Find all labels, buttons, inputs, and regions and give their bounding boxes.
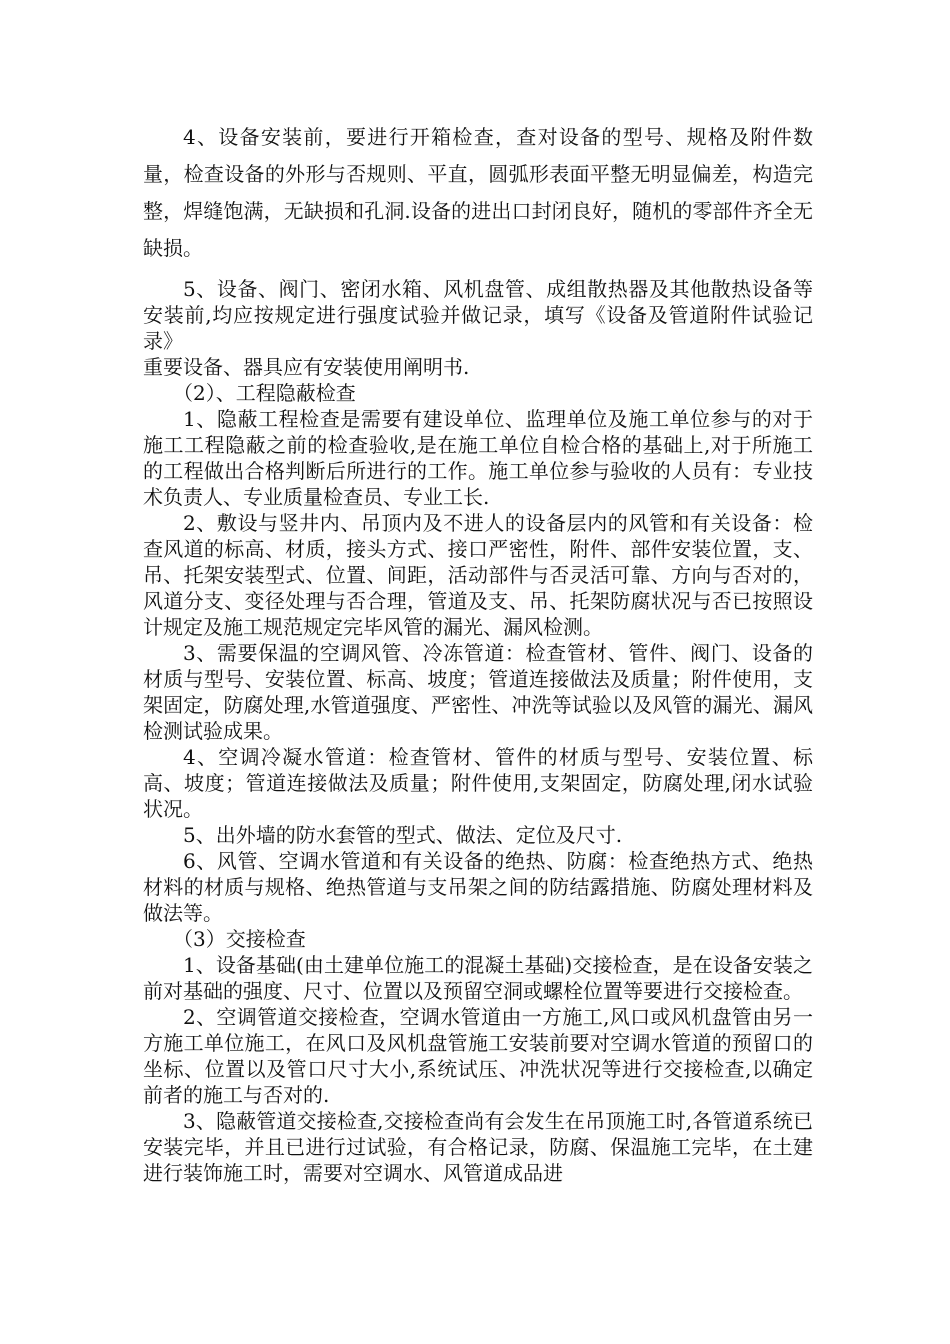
- section-a: [143, 119, 813, 267]
- paragraph-concealed-5: 5、出外墙的防水套管的型式、做法、定位及尺寸.: [183, 823, 623, 847]
- paragraph-concealed-1: 1、隐蔽工程检查是需要有建设单位、监理单位及施工单位参与的对于施工工程隐蔽之前的检查验收,是在施工单位自检合格的基础上,对于所施工的工程做出合格判断后所进行的工作。施工单位参与验收的人员有：专业技术负责人、专业质量检查员、专业工长.: [143, 407, 813, 509]
- paragraph-handover-2: 2、空调管道交接检查，空调水管道由一方施工,风口或风机盘管由另一方施工单位施工，在风口及风机盘管施工安装前要对空调水管道的预留口的坐标、位置以及管口尺寸大小,系统试压、冲洗状况等进行交接检查,以确定前者的施工与否对的.: [143, 1005, 813, 1107]
- paragraph-handover-3: 3、隐蔽管道交接检查,交接检查尚有会发生在吊顶施工时,各管道系统已安装完毕，并且已进行过试验，有合格记录，防腐、保温施工完毕，在土建进行装饰施工时，需要对空调水、风管道成品进: [143, 1109, 813, 1185]
- heading-handover-inspection: （3）交接检查: [173, 927, 306, 951]
- paragraph-concealed-6: 6、风管、空调水管道和有关设备的绝热、防腐：检查绝热方式、绝热材料的材质与规格、绝热管道与支吊架之间的防结露措施、防腐处理材料及做法等。: [143, 849, 813, 925]
- paragraph-handover-1: 1、设备基础(由土建单位施工的混凝土基础)交接检查，是在设备安装之前对基础的强度、尺寸、位置以及预留空洞或螺栓位置等要进行交接检查。: [143, 953, 813, 1003]
- paragraph-concealed-4: 4、空调冷凝水管道：检查管材、管件的材质与型号、安装位置、标高、坡度；管道连接做法及质量；附件使用,支架固定，防腐处理,闭水试验状况。: [143, 745, 813, 821]
- paragraph-concealed-3: 3、需要保温的空调风管、冷冻管道：检查管材、管件、阀门、设备的材质与型号、安装位置、标高、坡度；管道连接做法及质量；附件使用，支架固定，防腐处理,水管道强度、严密性、冲洗等试验以及风管的漏光、漏风检测试验成果。: [143, 641, 813, 743]
- heading-concealed-inspection: （2）、工程隐蔽检查: [173, 381, 356, 405]
- paragraph-manual-requirement: 重要设备、器具应有安装使用阐明书.: [143, 355, 470, 379]
- paragraph-strength-test: 5、设备、阀门、密闭水箱、风机盘管、成组散热器及其他散热设备等安装前,均应按规定进行强度试验并做记录，填写《设备及管道附件试验记录》: [143, 277, 813, 353]
- section-b: [143, 276, 813, 1186]
- paragraph-equipment-unpacking: 4、设备安装前，要进行开箱检查，查对设备的型号、规格及附件数量，检查设备的外形与否规则、平直，圆弧形表面平整无明显偏差，构造完整，焊缝饱满，无缺损和孔洞.设备的进出口封闭良好，随机的零部件齐全无缺损。: [143, 125, 813, 260]
- paragraph-concealed-2: 2、敷设与竖井内、吊顶内及不进人的设备层内的风管和有关设备：检查风道的标高、材质，接头方式、接口严密性，附件、部件安装位置，支、吊、托架安装型式、位置、间距，活动部件与否灵活可靠、方向与否对的，风道分支、变径处理与否合理，管道及支、吊、托架防腐状况与否已按照设计规定及施工规范规定完毕风管的漏光、漏风检测。: [143, 511, 813, 639]
